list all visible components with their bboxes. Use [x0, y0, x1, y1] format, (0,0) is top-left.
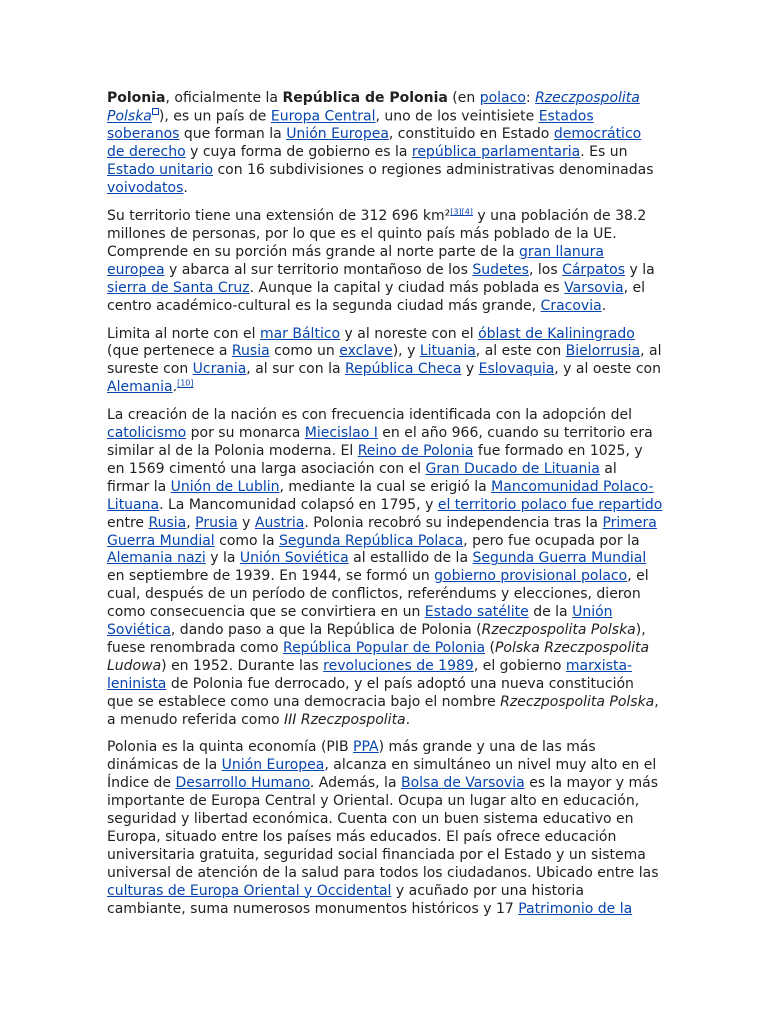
text-run: y la — [205, 550, 240, 567]
text-run: Su territorio tiene una extensión de 312 696 km² — [107, 208, 451, 225]
text-run: ) más grande y una de las más dinámicas de la — [107, 739, 596, 774]
text-run: y abarca al sur territorio montañoso de los — [164, 261, 473, 278]
text-run: Polonia es la quinta economía (PIB — [107, 739, 354, 756]
article-link[interactable]: óblast de Kaliningrado — [478, 325, 635, 342]
article-link[interactable]: Prusia — [195, 514, 238, 531]
text-run: , oficialmente la — [165, 90, 283, 106]
text-run: con 16 subdivisiones o regiones administrativas denominadas — [213, 162, 654, 179]
text-run: y una población de 38.2 millones de personas, por lo que es el quinto país más poblado de la UE. Comprende en su porción más grande al norte parte de la — [107, 208, 647, 260]
text-run: de la — [528, 604, 573, 621]
text-run: ), es un país de — [158, 108, 271, 125]
text-run: . Aunque la capital y ciudad más poblada es — [249, 279, 565, 296]
article-link[interactable]: voivodatos — [107, 180, 184, 197]
article-link[interactable]: Gran Ducado de Lituania — [425, 460, 600, 477]
article-link[interactable]: República Checa — [345, 361, 462, 378]
text-run: , pero fue ocupada por la — [463, 532, 640, 549]
text-run: por su monarca — [186, 425, 305, 442]
article-link[interactable]: Cracovia — [540, 297, 602, 314]
text-run: , los — [528, 261, 563, 278]
text-run: y acuñado por una historia cambiante, suma numerosos monumentos históricos y 17 — [107, 882, 584, 917]
article-link[interactable]: Rzeczpospolita Polska — [107, 90, 640, 125]
article-link[interactable]: democrático de derecho — [107, 126, 642, 161]
article-link[interactable]: exclave — [339, 343, 393, 360]
citation — [177, 379, 193, 388]
article-link[interactable]: catolicismo — [107, 425, 187, 442]
article-link[interactable]: Cárpatos — [562, 261, 626, 278]
text-run: al firmar la — [107, 460, 617, 495]
article-link[interactable]: Bolsa de Varsovia — [400, 775, 525, 792]
text-run: . Es un — [580, 144, 628, 161]
bold-term: Polonia — [107, 90, 166, 106]
article-link[interactable]: el territorio polaco fue repartido — [437, 496, 663, 513]
paragraph-4 — [107, 407, 663, 729]
article-link[interactable]: Eslovaquia — [478, 361, 555, 378]
article-link[interactable]: Desarrollo Humano — [175, 775, 310, 792]
italic-term: III Rzeczpospolita — [284, 711, 406, 728]
text-run: y la — [625, 261, 655, 278]
article-link[interactable]: gran llanura europea — [107, 243, 604, 278]
article-link[interactable]: Miecislao I — [304, 425, 378, 442]
article-link[interactable]: Unión Soviética — [107, 604, 613, 639]
article-link[interactable]: Rusia — [231, 343, 270, 360]
citation — [450, 207, 473, 216]
article-link[interactable]: Estado unitario — [107, 162, 214, 179]
article-link[interactable]: Reino de Polonia — [357, 442, 474, 459]
article-link[interactable]: Bielorrusia — [565, 343, 641, 360]
article-link[interactable]: Unión Europea — [286, 126, 389, 143]
text-run: en septiembre de 1939. En 1944, se formó un — [107, 568, 435, 585]
text-run: y — [461, 361, 479, 378]
text-run: de Polonia fue derrocado, y el país adoptó una nueva constitución que se establece como una democracia bajo el nombre — [107, 675, 634, 710]
article-link[interactable]: Rusia — [148, 514, 187, 531]
text-run: y — [237, 514, 255, 531]
text-run: . — [601, 297, 607, 314]
text-run: La creación de la nación es con frecuencia identificada con la adopción del — [107, 407, 632, 424]
article-link[interactable]: Primera Guerra Mundial — [107, 514, 657, 549]
text-run: entre — [107, 514, 149, 531]
text-run: . La Mancomunidad colapsó en 1795, y — [159, 496, 438, 513]
article-link[interactable]: PPA — [353, 739, 379, 756]
article-link[interactable]: Segunda Guerra Mundial — [472, 550, 647, 567]
paragraph-2 — [107, 208, 663, 315]
article-link[interactable]: gobierno provisional polaco — [434, 568, 628, 585]
text-run: Limita al norte con el — [107, 325, 260, 342]
italic-term: Rzeczpospolita Polska — [500, 693, 655, 710]
article-link[interactable]: Lituania — [419, 343, 476, 360]
article-link[interactable]: revoluciones de 1989 — [323, 657, 474, 674]
text-run: , al sureste con — [107, 343, 662, 378]
text-run: ), fuese renombrada como — [107, 622, 646, 656]
citation-link[interactable]: [3][4] — [450, 207, 473, 217]
text-run: (que pertenece a — [107, 343, 232, 360]
article-link[interactable]: Unión de Lublin — [170, 478, 280, 495]
article-link[interactable]: Estado satélite — [424, 604, 529, 621]
article-link[interactable]: república parlamentaria — [411, 144, 581, 161]
article-link[interactable]: Ucrania — [192, 361, 247, 378]
text-run: como un — [269, 343, 340, 360]
text-run: ), y — [392, 343, 420, 360]
article-link[interactable]: Mancomunidad Polaco-Lituana — [107, 478, 654, 513]
text-run: , al este con — [475, 343, 566, 360]
article-link[interactable]: mar Báltico — [259, 325, 341, 342]
text-run: , el gobierno — [473, 657, 566, 674]
article-link[interactable]: sierra de Santa Cruz — [107, 279, 250, 296]
text-run: , y al oeste con — [554, 361, 661, 378]
bold-term: República de Polonia — [282, 90, 448, 106]
article-link[interactable]: Alemania nazi — [107, 550, 206, 567]
article-link[interactable]: culturas de Europa Oriental y Occidental — [107, 882, 392, 899]
article-body — [107, 90, 663, 929]
text-run: y al noreste con el — [340, 325, 479, 342]
text-run: , alcanza en simultáneo un nivel muy alto en el Índice de — [107, 757, 657, 792]
text-run: , el cual, después de un período de conflictos, referéndums y elecciones, dieron como consecuencia que se convirtiera en un — [107, 568, 649, 621]
text-run: , dando paso a que la República de Polonia ( — [170, 622, 482, 639]
article-link[interactable]: Sudetes — [472, 261, 529, 278]
text-run: como la — [214, 532, 279, 549]
article-link[interactable]: polaco — [479, 90, 526, 106]
text-run: , uno de los veintisiete — [375, 108, 539, 125]
text-run: al estallido de la — [348, 550, 473, 567]
paragraph-5 — [107, 739, 663, 918]
text-run: , a menudo referida como — [107, 693, 659, 728]
text-run: . — [183, 180, 188, 197]
text-run: , constituido en Estado — [388, 126, 554, 143]
text-run: , al sur con la — [246, 361, 345, 378]
article-link[interactable]: Unión Soviética — [239, 550, 349, 567]
text-run: . Polonia recobró su independencia tras la — [304, 514, 603, 531]
article-link[interactable]: Alemania — [107, 379, 173, 396]
text-run: , — [186, 514, 196, 531]
text-run: (en — [447, 90, 480, 106]
paragraph-1 — [107, 90, 663, 198]
italic-term: Rzeczpospolita Polska — [481, 622, 636, 639]
article-link[interactable]: Varsovia — [564, 279, 624, 296]
article-link[interactable]: marxista-leninista — [107, 657, 633, 692]
text-run: ( — [485, 639, 495, 656]
italic-term: Polska Rzeczpospolita Ludowa — [107, 639, 650, 674]
article-link[interactable]: República Popular de Polonia — [282, 639, 486, 656]
link-icon[interactable] — [152, 108, 159, 117]
text-run: . — [405, 711, 411, 728]
text-run: en el año 966, cuando su territorio era similar al de la Polonia moderna. El — [107, 425, 653, 459]
article-link[interactable]: Segunda República Polaca — [279, 532, 464, 549]
text-run: ) en 1952. Durante las — [161, 657, 324, 674]
text-run: , el centro académico-cultural es la segunda ciudad más grande, — [107, 279, 645, 314]
article-link[interactable]: Estados soberanos — [107, 108, 594, 143]
text-run: . — [172, 379, 178, 396]
article-link[interactable]: Europa Central — [270, 108, 376, 125]
paragraph-3 — [107, 326, 663, 398]
text-run: que forman la — [179, 126, 287, 143]
text-run: , mediante la cual se erigió la — [279, 478, 492, 495]
article-link[interactable]: Unión Europea — [221, 757, 325, 774]
text-run: : — [525, 90, 536, 106]
article-link[interactable]: Patrimonio de la — [518, 900, 633, 917]
text-run: fue formado en 1025, y en 1569 cimentó una larga asociación con el — [107, 442, 643, 477]
text-run: y cuya forma de gobierno es la — [185, 144, 412, 161]
citation-link[interactable]: [10] — [177, 378, 194, 388]
text-run: . Además, la — [309, 775, 401, 792]
article-link[interactable]: Austria — [254, 514, 305, 531]
text-run: es la mayor y más importante de Europa Central y Oriental. Ocupa un lugar alto en educación, seguridad y libertad económica. Cuenta con un buen sistema educativo en Europa, situado entre los países más educados. El país ofrece educación universitaria gratuita, seguridad social financiada por el Estado y un sistema universal de atención de la salud para todos los ciudadanos. Ubicado entre las — [107, 775, 659, 881]
